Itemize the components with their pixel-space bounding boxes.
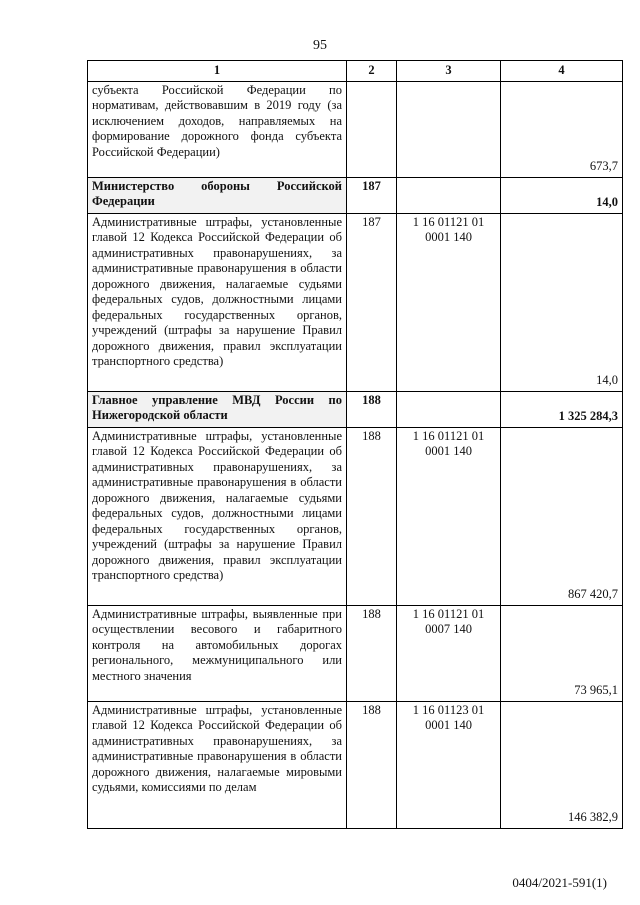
- table-row: [88, 391, 623, 427]
- table-row: [88, 427, 623, 605]
- row-code: 188: [347, 701, 397, 828]
- row-amount: 673,7: [501, 81, 623, 177]
- table-row: [88, 81, 623, 177]
- row-code: 187: [347, 177, 397, 213]
- column-header: 4: [501, 61, 623, 82]
- row-name: Министерство обороны Российской Федерации: [88, 177, 347, 213]
- row-kbk: [397, 391, 501, 427]
- table-header-row: [88, 61, 623, 82]
- row-name: субъекта Российской Федерации по нормативам, действовавшим в 2019 году (за исключением доходов, направляемых на формирование дорожного фонда субъекта Российской Федерации): [88, 81, 347, 177]
- row-kbk: 1 16 01121 01 0001 140: [397, 427, 501, 605]
- row-code: [347, 81, 397, 177]
- row-code: 188: [347, 427, 397, 605]
- row-amount: 73 965,1: [501, 605, 623, 701]
- row-code: 188: [347, 391, 397, 427]
- budget-table: [87, 60, 623, 829]
- table-row: [88, 213, 623, 391]
- row-kbk: [397, 81, 501, 177]
- row-kbk: 1 16 01123 01 0001 140: [397, 701, 501, 828]
- row-code: 188: [347, 605, 397, 701]
- row-kbk: 1 16 01121 01 0001 140: [397, 213, 501, 391]
- row-amount: 1 325 284,3: [501, 391, 623, 427]
- row-name: Административные штрафы, установленные главой 12 Кодекса Российской Федерации об административных правонарушениях, за административные правонарушения в области дорожного движения, налагаемые мировыми судьями, комиссиями по делам: [88, 701, 347, 828]
- column-header: 3: [397, 61, 501, 82]
- column-header: 1: [88, 61, 347, 82]
- row-amount: 867 420,7: [501, 427, 623, 605]
- row-name: Главное управление МВД России по Нижегородской области: [88, 391, 347, 427]
- row-name: Административные штрафы, установленные главой 12 Кодекса Российской Федерации об административных правонарушениях, за административные правонарушения в области дорожного движения, налагаемые судьями федеральных судов, должностными лицами федеральных государственных органов, учреждений (штрафы за нарушение Правил дорожного движения, правил эксплуатации транспортного средства): [88, 427, 347, 605]
- row-kbk: [397, 177, 501, 213]
- document-code: 0404/2021-591(1): [512, 875, 607, 890]
- page-number: 95: [313, 38, 327, 53]
- table-row: [88, 177, 623, 213]
- row-name: Административные штрафы, установленные главой 12 Кодекса Российской Федерации об административных правонарушениях, за административные правонарушения в области дорожного движения, налагаемые судьями федеральных судов, должностными лицами федеральных государственных органов, учреждений (штрафы за нарушение Правил дорожного движения, правил эксплуатации транспортного средства): [88, 213, 347, 391]
- row-kbk: 1 16 01121 01 0007 140: [397, 605, 501, 701]
- column-header: 2: [347, 61, 397, 82]
- row-name: Административные штрафы, выявленные при осуществлении весового и габаритного контроля на автомобильных дорогах регионального, межмуниципального или местного значения: [88, 605, 347, 701]
- table-row: [88, 605, 623, 701]
- row-amount: 14,0: [501, 177, 623, 213]
- table-row: [88, 701, 623, 828]
- row-code: 187: [347, 213, 397, 391]
- row-amount: 146 382,9: [501, 701, 623, 828]
- row-amount: 14,0: [501, 213, 623, 391]
